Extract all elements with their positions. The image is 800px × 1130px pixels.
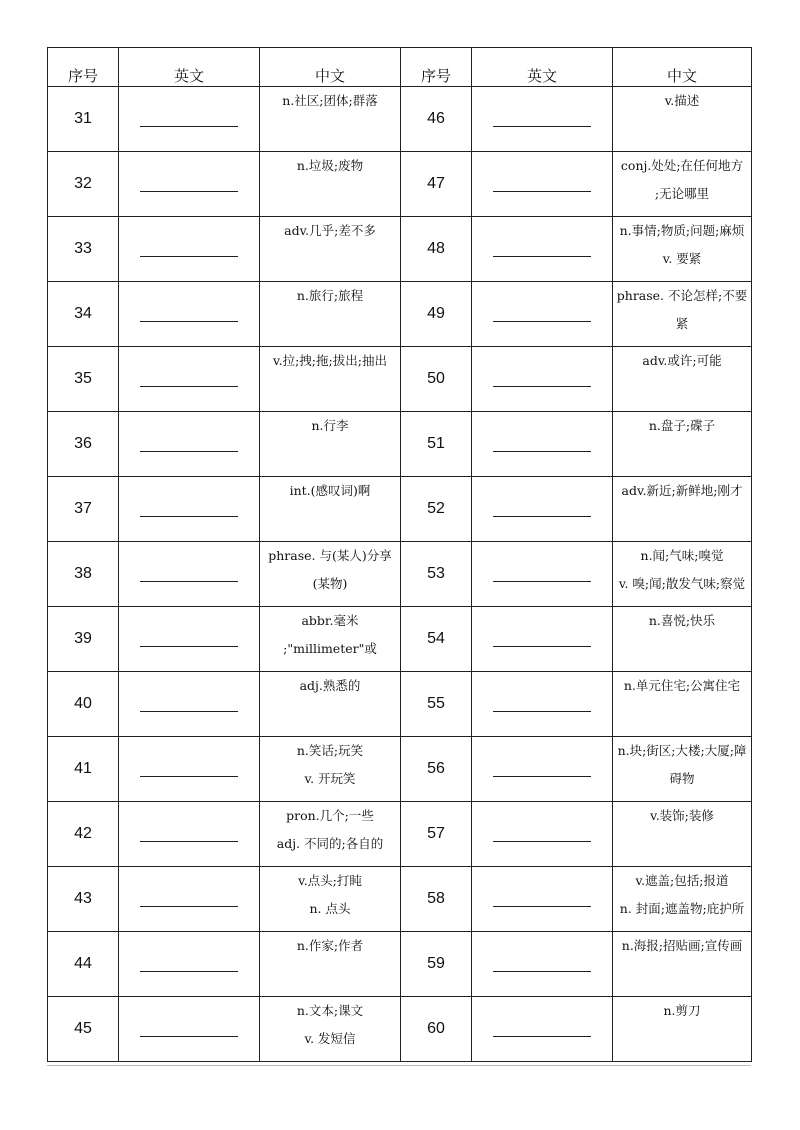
- answer-blank-line[interactable]: [140, 711, 238, 712]
- english-answer-cell: [119, 542, 260, 607]
- english-answer-cell: [472, 932, 613, 997]
- table-row: [48, 607, 752, 672]
- chinese-meaning-cell: [613, 87, 752, 152]
- chinese-meaning-line: v.点头;打盹: [298, 873, 362, 888]
- answer-blank-line[interactable]: [140, 256, 238, 257]
- item-number: 45: [48, 997, 119, 1062]
- chinese-meaning-line: ;"millimeter"或: [283, 641, 377, 656]
- answer-blank-line[interactable]: [493, 971, 591, 972]
- answer-blank-line[interactable]: [493, 191, 591, 192]
- english-answer-cell: [119, 737, 260, 802]
- item-number: 59: [401, 932, 472, 997]
- chinese-meaning-cell: [260, 542, 401, 607]
- item-number: 56: [401, 737, 472, 802]
- item-number: 36: [48, 412, 119, 477]
- chinese-meaning-line: (某物): [312, 576, 348, 591]
- english-answer-cell: [472, 87, 613, 152]
- item-number: 43: [48, 867, 119, 932]
- chinese-meaning-line: adv.新近;新鲜地;刚才: [621, 483, 743, 498]
- english-answer-cell: [119, 282, 260, 347]
- table-row: [48, 412, 752, 477]
- answer-blank-line[interactable]: [493, 776, 591, 777]
- chinese-meaning-cell: [260, 347, 401, 412]
- answer-blank-line[interactable]: [140, 841, 238, 842]
- header-chinese: 中文: [260, 48, 401, 87]
- english-answer-cell: [119, 932, 260, 997]
- english-answer-cell: [472, 607, 613, 672]
- english-answer-cell: [119, 867, 260, 932]
- chinese-meaning-line: v. 发短信: [304, 1031, 356, 1046]
- item-number: 41: [48, 737, 119, 802]
- chinese-meaning-line: v. 嗅;闻;散发气味;察觉: [618, 576, 746, 591]
- chinese-meaning-cell: [260, 87, 401, 152]
- item-number: 48: [401, 217, 472, 282]
- answer-blank-line[interactable]: [140, 581, 238, 582]
- chinese-meaning-line: n. 点头: [309, 901, 351, 916]
- chinese-meaning-line: v.遮盖;包括;报道: [635, 873, 729, 888]
- table-row: [48, 737, 752, 802]
- header-number: 序号: [48, 48, 119, 87]
- english-answer-cell: [472, 217, 613, 282]
- chinese-meaning-line: n.闻;气味;嗅觉: [640, 548, 724, 563]
- item-number: 55: [401, 672, 472, 737]
- chinese-meaning-cell: [260, 152, 401, 217]
- chinese-meaning-line: n.垃圾;废物: [296, 158, 364, 173]
- chinese-meaning-line: n.笑话;玩笑: [296, 743, 364, 758]
- answer-blank-line[interactable]: [493, 256, 591, 257]
- item-number: 32: [48, 152, 119, 217]
- item-number: 52: [401, 477, 472, 542]
- chinese-meaning-line: phrase. 不论怎样;不要: [616, 288, 748, 303]
- english-answer-cell: [119, 87, 260, 152]
- item-number: 34: [48, 282, 119, 347]
- table-row: [48, 282, 752, 347]
- item-number: 49: [401, 282, 472, 347]
- chinese-meaning-line: ;无论哪里: [654, 186, 710, 201]
- chinese-meaning-line: n.旅行;旅程: [296, 288, 364, 303]
- chinese-meaning-line: abbr.毫米: [301, 613, 359, 628]
- chinese-meaning-line: n.块;街区;大楼;大厦;障: [617, 743, 747, 758]
- chinese-meaning-cell: [260, 737, 401, 802]
- chinese-meaning-line: pron.几个;一些: [286, 808, 374, 823]
- chinese-meaning-line: adj. 不同的;各自的: [276, 836, 384, 851]
- table-row: [48, 152, 752, 217]
- answer-blank-line[interactable]: [493, 386, 591, 387]
- item-number: 44: [48, 932, 119, 997]
- answer-blank-line[interactable]: [140, 386, 238, 387]
- answer-blank-line[interactable]: [493, 516, 591, 517]
- table-row: [48, 347, 752, 412]
- answer-blank-line[interactable]: [140, 516, 238, 517]
- chinese-meaning-line: adv.几乎;差不多: [284, 223, 376, 238]
- item-number: 39: [48, 607, 119, 672]
- header-english: 英文: [472, 48, 613, 87]
- chinese-meaning-line: n.社区;团体;群落: [282, 93, 378, 108]
- item-number: 31: [48, 87, 119, 152]
- table-row: [48, 87, 752, 152]
- answer-blank-line[interactable]: [493, 581, 591, 582]
- english-answer-cell: [119, 802, 260, 867]
- answer-blank-line[interactable]: [493, 126, 591, 127]
- header-chinese: 中文: [613, 48, 752, 87]
- answer-blank-line[interactable]: [140, 776, 238, 777]
- chinese-meaning-cell: [260, 282, 401, 347]
- chinese-meaning-cell: [613, 737, 752, 802]
- header-row: [48, 48, 752, 87]
- table-row: [48, 672, 752, 737]
- chinese-meaning-cell: [613, 282, 752, 347]
- table-row: [48, 802, 752, 867]
- answer-blank-line[interactable]: [140, 1036, 238, 1037]
- answer-blank-line[interactable]: [493, 321, 591, 322]
- answer-blank-line[interactable]: [493, 841, 591, 842]
- answer-blank-line[interactable]: [493, 451, 591, 452]
- chinese-meaning-cell: [260, 672, 401, 737]
- chinese-meaning-cell: [613, 542, 752, 607]
- english-answer-cell: [119, 607, 260, 672]
- english-answer-cell: [472, 867, 613, 932]
- chinese-meaning-cell: [613, 477, 752, 542]
- answer-blank-line[interactable]: [140, 321, 238, 322]
- item-number: 50: [401, 347, 472, 412]
- chinese-meaning-line: n.喜悦;快乐: [648, 613, 716, 628]
- chinese-meaning-cell: [260, 932, 401, 997]
- table-row: [48, 477, 752, 542]
- english-answer-cell: [472, 802, 613, 867]
- chinese-meaning-line: adj.熟悉的: [299, 678, 361, 693]
- english-answer-cell: [472, 542, 613, 607]
- chinese-meaning-cell: [613, 347, 752, 412]
- chinese-meaning-cell: [260, 802, 401, 867]
- chinese-meaning-cell: [260, 217, 401, 282]
- table-row: [48, 217, 752, 282]
- chinese-meaning-cell: [613, 607, 752, 672]
- chinese-meaning-line: n.单元住宅;公寓住宅: [623, 678, 741, 693]
- chinese-meaning-cell: [613, 867, 752, 932]
- english-answer-cell: [119, 347, 260, 412]
- english-answer-cell: [472, 282, 613, 347]
- english-answer-cell: [472, 152, 613, 217]
- chinese-meaning-line: v. 开玩笑: [304, 771, 356, 786]
- chinese-meaning-cell: [613, 217, 752, 282]
- table-row: [48, 997, 752, 1062]
- page-bottom-rule: [47, 1065, 751, 1066]
- item-number: 54: [401, 607, 472, 672]
- chinese-meaning-cell: [613, 152, 752, 217]
- item-number: 38: [48, 542, 119, 607]
- chinese-meaning-line: conj.处处;在任何地方: [620, 158, 744, 173]
- item-number: 57: [401, 802, 472, 867]
- english-answer-cell: [119, 672, 260, 737]
- chinese-meaning-line: 紧: [675, 316, 689, 331]
- answer-blank-line[interactable]: [493, 646, 591, 647]
- chinese-meaning-cell: [260, 412, 401, 477]
- item-number: 37: [48, 477, 119, 542]
- header-number: 序号: [401, 48, 472, 87]
- answer-blank-line[interactable]: [140, 126, 238, 127]
- english-answer-cell: [119, 997, 260, 1062]
- answer-blank-line[interactable]: [493, 711, 591, 712]
- chinese-meaning-cell: [613, 672, 752, 737]
- chinese-meaning-cell: [613, 802, 752, 867]
- chinese-meaning-cell: [260, 867, 401, 932]
- chinese-meaning-line: n.事情;物质;问题;麻烦: [619, 223, 745, 238]
- answer-blank-line[interactable]: [140, 906, 238, 907]
- item-number: 51: [401, 412, 472, 477]
- english-answer-cell: [119, 412, 260, 477]
- chinese-meaning-cell: [260, 477, 401, 542]
- item-number: 53: [401, 542, 472, 607]
- chinese-meaning-cell: [613, 932, 752, 997]
- item-number: 33: [48, 217, 119, 282]
- english-answer-cell: [472, 737, 613, 802]
- chinese-meaning-line: n.行李: [311, 418, 349, 433]
- item-number: 46: [401, 87, 472, 152]
- chinese-meaning-cell: [613, 412, 752, 477]
- english-answer-cell: [119, 477, 260, 542]
- item-number: 60: [401, 997, 472, 1062]
- item-number: 47: [401, 152, 472, 217]
- chinese-meaning-cell: [260, 997, 401, 1062]
- english-answer-cell: [472, 347, 613, 412]
- english-answer-cell: [472, 412, 613, 477]
- english-answer-cell: [472, 672, 613, 737]
- chinese-meaning-line: int.(感叹词)啊: [289, 483, 371, 498]
- chinese-meaning-line: 碍物: [669, 771, 695, 786]
- chinese-meaning-cell: [613, 997, 752, 1062]
- item-number: 42: [48, 802, 119, 867]
- answer-blank-line[interactable]: [140, 971, 238, 972]
- vocabulary-table: [47, 47, 752, 1062]
- chinese-meaning-line: n.剪刀: [663, 1003, 701, 1018]
- chinese-meaning-line: v. 要紧: [662, 251, 702, 266]
- chinese-meaning-line: phrase. 与(某人)分享: [268, 548, 392, 563]
- chinese-meaning-line: adv.或许;可能: [642, 353, 722, 368]
- chinese-meaning-line: n. 封面;遮盖物;庇护所: [619, 901, 745, 916]
- answer-blank-line[interactable]: [493, 906, 591, 907]
- chinese-meaning-line: v.装饰;装修: [650, 808, 714, 823]
- answer-blank-line[interactable]: [140, 646, 238, 647]
- english-answer-cell: [472, 997, 613, 1062]
- english-answer-cell: [472, 477, 613, 542]
- table-row: [48, 932, 752, 997]
- chinese-meaning-line: n.作家;作者: [296, 938, 364, 953]
- chinese-meaning-line: n.文本;课文: [296, 1003, 364, 1018]
- answer-blank-line[interactable]: [140, 191, 238, 192]
- item-number: 40: [48, 672, 119, 737]
- table-row: [48, 867, 752, 932]
- item-number: 35: [48, 347, 119, 412]
- answer-blank-line[interactable]: [493, 1036, 591, 1037]
- answer-blank-line[interactable]: [140, 451, 238, 452]
- chinese-meaning-line: n.海报;招贴画;宣传画: [621, 938, 743, 953]
- chinese-meaning-line: v.拉;拽;拖;拔出;抽出: [273, 353, 387, 368]
- header-english: 英文: [119, 48, 260, 87]
- chinese-meaning-cell: [260, 607, 401, 672]
- table-row: [48, 542, 752, 607]
- item-number: 58: [401, 867, 472, 932]
- chinese-meaning-line: v.描述: [664, 93, 700, 108]
- english-answer-cell: [119, 217, 260, 282]
- english-answer-cell: [119, 152, 260, 217]
- chinese-meaning-line: n.盘子;碟子: [648, 418, 716, 433]
